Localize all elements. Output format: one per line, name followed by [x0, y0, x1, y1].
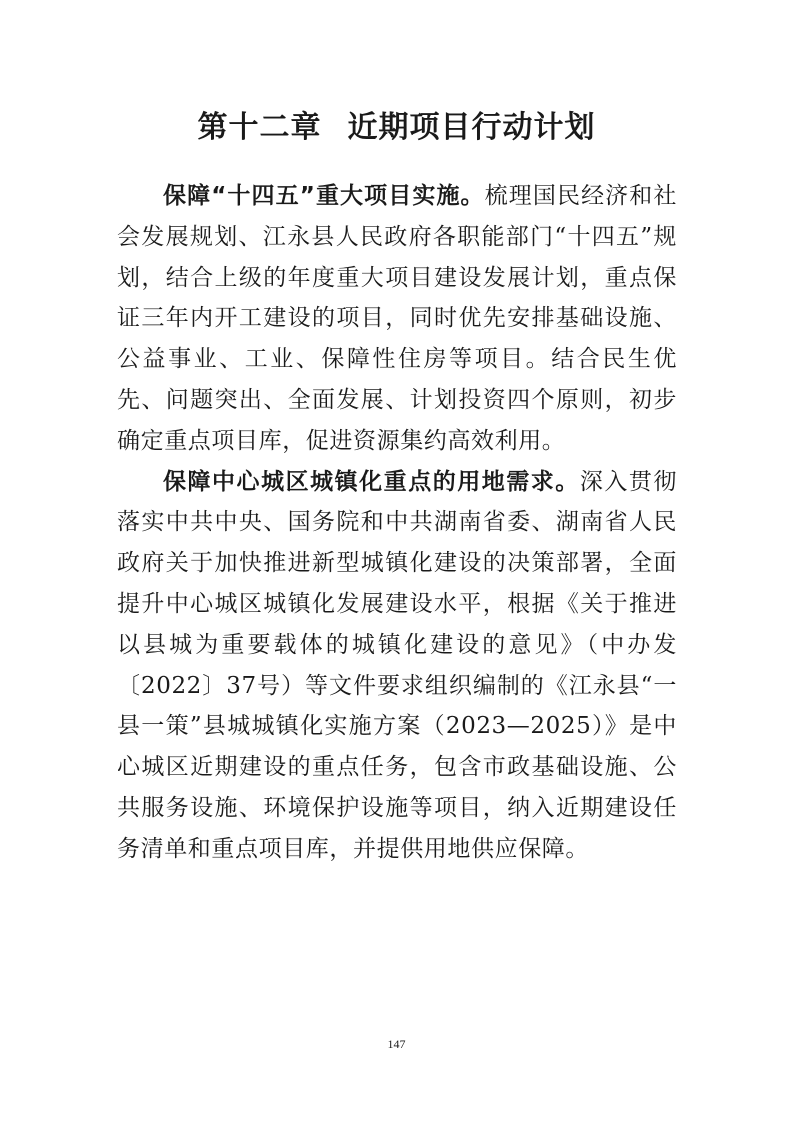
paragraph-heading: 保障中心城区城镇化重点的用地需求。 [163, 468, 580, 495]
chapter-title [0, 100, 793, 156]
page-number: 147 [387, 1037, 406, 1051]
chapter-name: 近期项目行动计划 [347, 110, 596, 145]
paragraph-land-demand [117, 462, 677, 870]
paragraph-major-projects [117, 176, 677, 462]
chapter-number: 第十二章 [197, 110, 322, 145]
paragraph-body: 深入贯彻落实中共中央、国务院和中共湖南省委、湖南省人民政府关于加快推进新型城镇化建设的决策部署，全面提升中心城区城镇化发展建设水平，根据《关于推进以县城为重要载体的城镇化建设的意见》（中办发〔2022〕37号）等文件要求组织编制的《江永县“一县一策”县城城镇化实施方案（2023—2025）》是中心城区近期建设的重点任务，包含市政基础设施、公共服务设施、环境保护设施等项目，纳入近期建设任务清单和重点项目库，并提供用地供应保障。 [117, 468, 678, 862]
paragraph-heading: 保障“十四五”重大项目实施。 [163, 183, 485, 209]
body-text [117, 176, 677, 870]
paragraph-body: 梳理国民经济和社会发展规划、江永县人民政府各职能部门“十四五”规划，结合上级的年度重大项目建设发展计划，重点保证三年内开工建设的项目，同时优先安排基础设施、公益事业、工业、保障性住房等项目。结合民生优先、问题突出、全面发展、计划投资四个原则，初步确定重点项目库，促进资源集约高效利用。 [117, 183, 677, 454]
